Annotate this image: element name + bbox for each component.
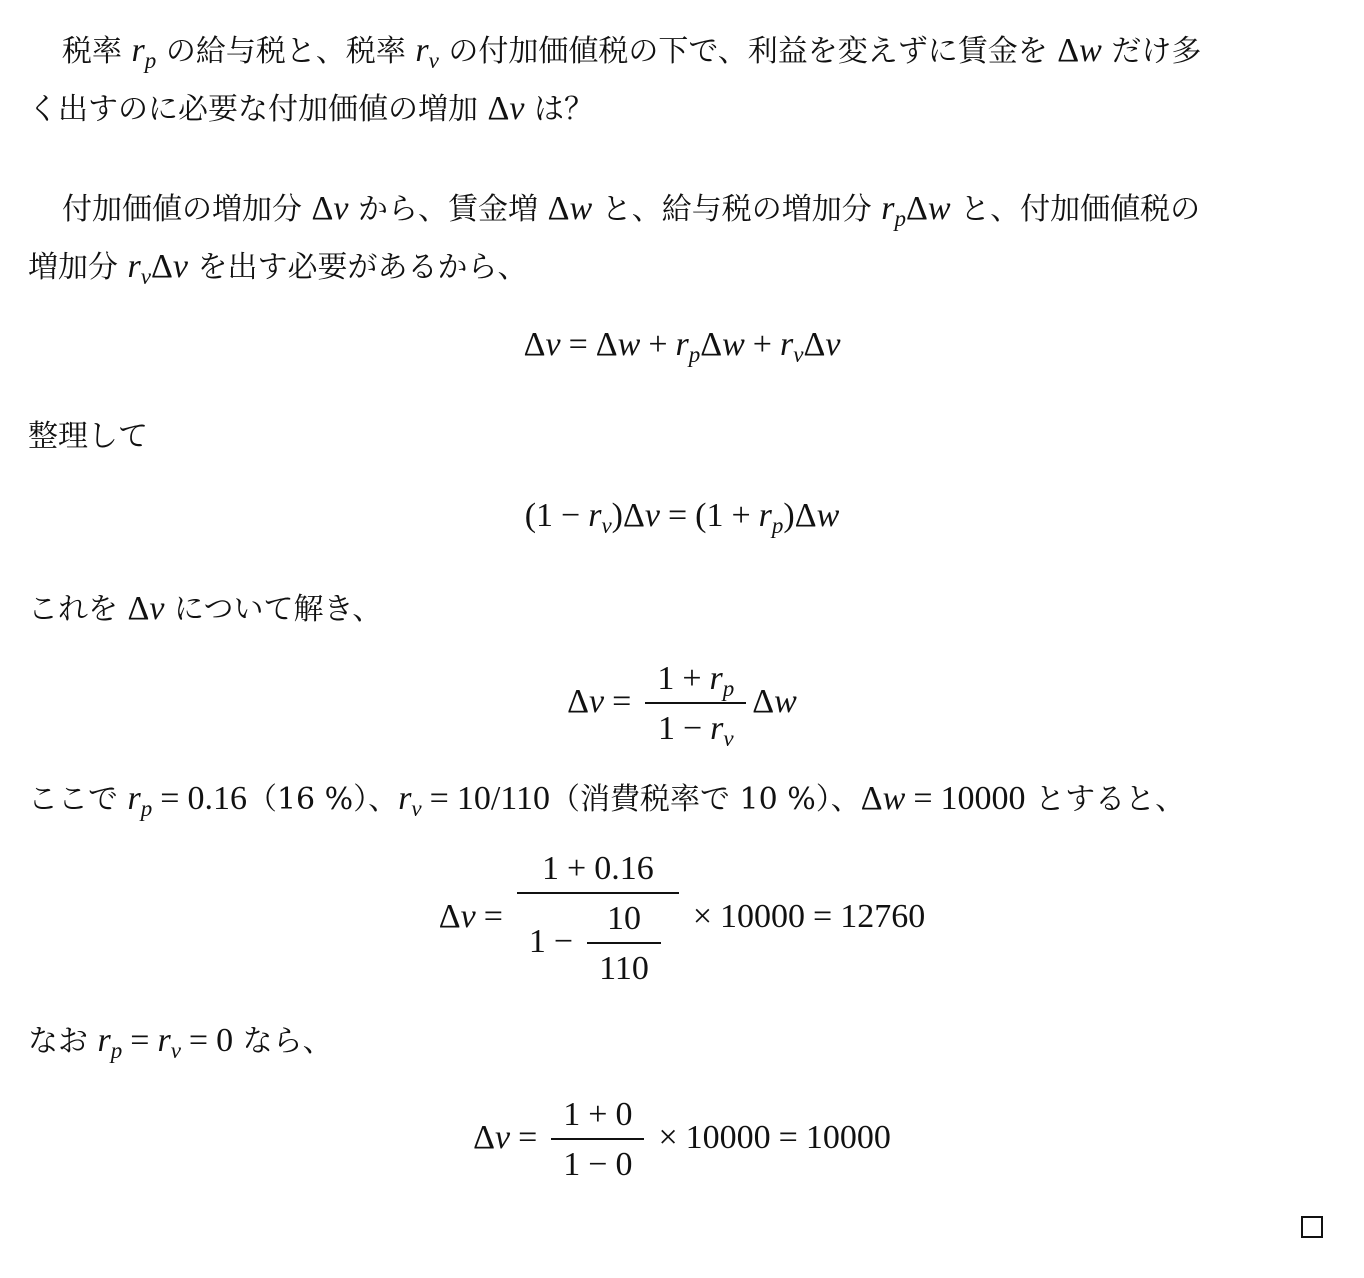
- math-rv-delta-v: $r_v\Delta v$: [127, 248, 188, 289]
- solve-paragraph: これを Δv について解き、: [28, 590, 383, 627]
- math-rv: $r_v$: [415, 32, 439, 73]
- question-text: 税率: [62, 34, 132, 69]
- math-delta-w: Δw: [547, 190, 593, 227]
- explanation-text: 増加分: [28, 250, 128, 285]
- question-text: は？: [524, 92, 595, 127]
- assumption-paragraph: ここで $r_p = 0.16(16$ %）、$r_v = 10/110$（消費税率で 10 %）、Δw = 10000 とすると、: [28, 780, 1186, 821]
- qed-square-icon: [1301, 1216, 1323, 1238]
- explanation-text: 付加価値の増加分: [62, 192, 312, 227]
- question-text: の給与税と、税率: [156, 34, 416, 69]
- math-rp-delta-w: $r_p\Delta w$: [881, 190, 951, 231]
- rearrange-text: 整理して: [28, 419, 148, 454]
- explanation-paragraph: [28, 180, 1328, 238]
- fraction: 1 + 0.16 1 − $\frac{10}{110}$: [517, 850, 679, 988]
- question-paragraph-line2: [28, 80, 1328, 138]
- math-delta-w: Δw: [1057, 32, 1102, 69]
- inner-fraction: $\frac{10}{110}$: [587, 900, 661, 988]
- equation-rearranged: $(1 - r_v)\Delta v = (1 + r_p)\Delta w$: [524, 497, 840, 538]
- math-delta-v: Δv: [127, 590, 165, 627]
- explanation-text: と、給与税の増加分: [592, 192, 882, 227]
- explanation-text: と、付加価値税の: [950, 192, 1201, 227]
- question-text: の付加価値税の下で、利益を変えずに賃金を: [438, 34, 1058, 69]
- explanation-text: を出す必要があるから、: [187, 250, 528, 285]
- note-paragraph: なお $r_p = r_v = 0$ なら、: [28, 1022, 333, 1063]
- equation-balance: $\Delta v = \Delta w + r_p\Delta w + r_v\Delta v$: [523, 326, 841, 367]
- fraction: $\frac{1 + 0}{1 - 0}$: [551, 1096, 644, 1184]
- math-rp: $r_p$: [131, 32, 157, 73]
- question-paragraph: [28, 22, 1328, 80]
- fraction: $\frac{1 + r_p}{1 - r_v}$: [645, 660, 746, 748]
- math-delta-v: Δv: [487, 90, 525, 127]
- question-text: だけ多: [1101, 34, 1202, 69]
- question-text: く出すのに必要な付加価値の増加: [28, 92, 488, 127]
- equation-zero-tax: Δv = $\frac{1 + 0}{1 - 0}$ × 10000 = 10000: [473, 1096, 891, 1183]
- equation-numeric: Δv = 1 + 0.16 1 − $\frac{10}{110}$ × 10000 = 12760: [438, 850, 926, 987]
- explanation-text: から、賃金増: [348, 192, 548, 227]
- math-delta-v: Δv: [311, 190, 349, 227]
- equation-solved: Δv = $\frac{1 + r_p}{1 - r_v}$ Δw: [567, 660, 797, 751]
- explanation-paragraph-line2: [28, 238, 1328, 296]
